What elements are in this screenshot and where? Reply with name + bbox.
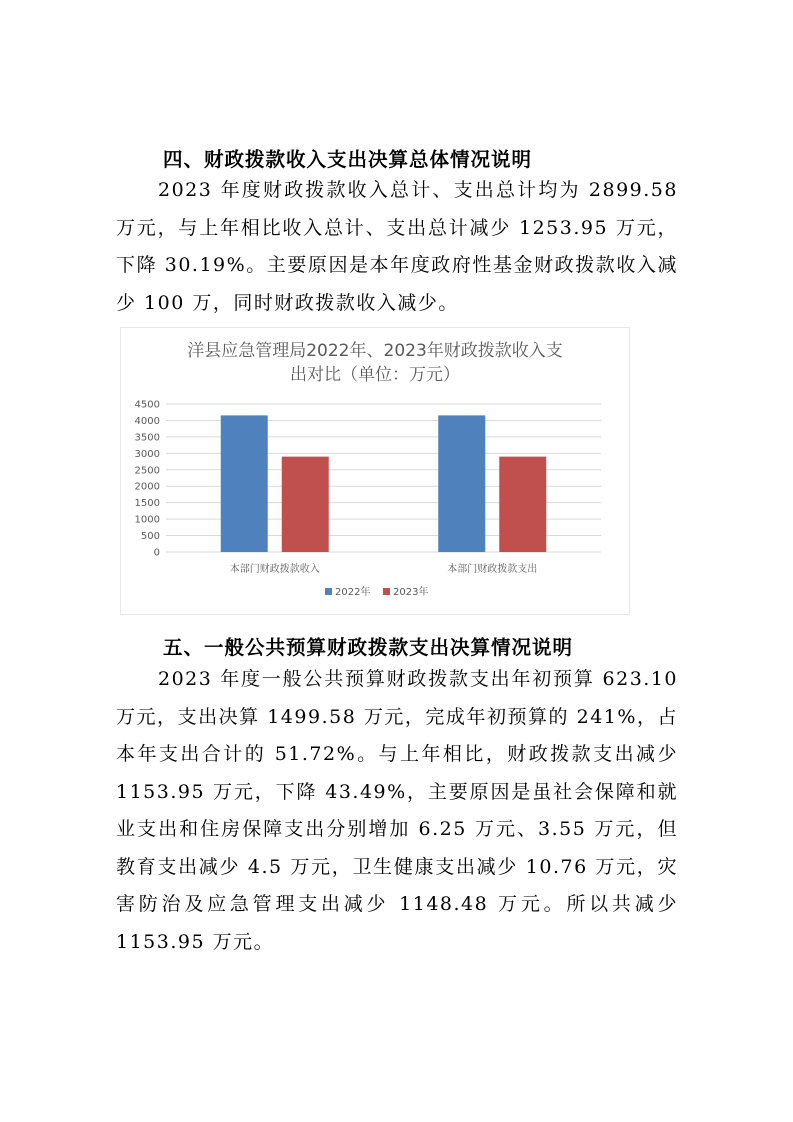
y-tick-label: 3500 <box>134 432 160 444</box>
section-5-paragraph: 2023 年度一般公共预算财政拨款支出年初预算 623.10 万元，支出决算 1499.58 万元，完成年初预算的 241%，占本年支出合计的 51.72%。与上年相比，财政拨款支出减少 1153.95 万元，下降 43.49%，主要原因是虽社会保障和就业支出和住房保障支出分别增加 6.25 万元、3.55 万元，但教育支出减少 4.5 万元，卫生健康支出减少 10.76 万元，灾害防治及应急管理支出减少 1148.48 万元。所以共减少 1153.95 万元。 <box>116 668 678 953</box>
section-4-paragraph: 2023 年度财政拨款收入总计、支出总计均为 2899.58 万元，与上年相比收入总计、支出总计减少 1253.95 万元，下降 30.19%。主要原因是本年度政府性基金财政拨款收入减少 100 万，同时财政拨款收入减少。 <box>116 179 678 314</box>
chart-title-line1: 洋县应急管理局2022年、2023年财政拨款收入支 <box>187 341 563 361</box>
y-tick-label: 4000 <box>134 415 160 427</box>
legend-swatch <box>325 588 332 595</box>
legend-label: 2022年 <box>335 587 371 598</box>
y-tick-label: 1500 <box>134 498 160 510</box>
y-tick-label: 3000 <box>134 448 160 460</box>
y-tick-label: 2500 <box>134 465 160 477</box>
category-label: 本部门财政拨款收入 <box>229 564 320 575</box>
y-tick-label: 1000 <box>134 514 160 526</box>
section-4-heading: 四、财政拨款收入支出决算总体情况说明 <box>163 148 533 171</box>
y-tick-label: 2000 <box>134 481 160 493</box>
bar-2-2 <box>499 457 546 552</box>
section-5-heading: 五、一般公共预算财政拨款支出决算情况说明 <box>163 636 574 659</box>
chart-svg <box>121 328 629 614</box>
bar-1-1 <box>221 415 268 552</box>
bar-2-1 <box>282 457 329 552</box>
legend-label: 2023年 <box>393 587 429 598</box>
chart-title-line2: 出对比（单位：万元） <box>290 365 460 385</box>
y-tick-label: 4500 <box>134 399 160 411</box>
legend-swatch <box>383 588 390 595</box>
category-label: 本部门财政拨款支出 <box>447 564 538 575</box>
bar-1-2 <box>438 415 485 552</box>
y-tick-label: 500 <box>140 531 160 543</box>
bar-chart <box>120 327 630 615</box>
y-tick-label: 0 <box>153 547 160 559</box>
